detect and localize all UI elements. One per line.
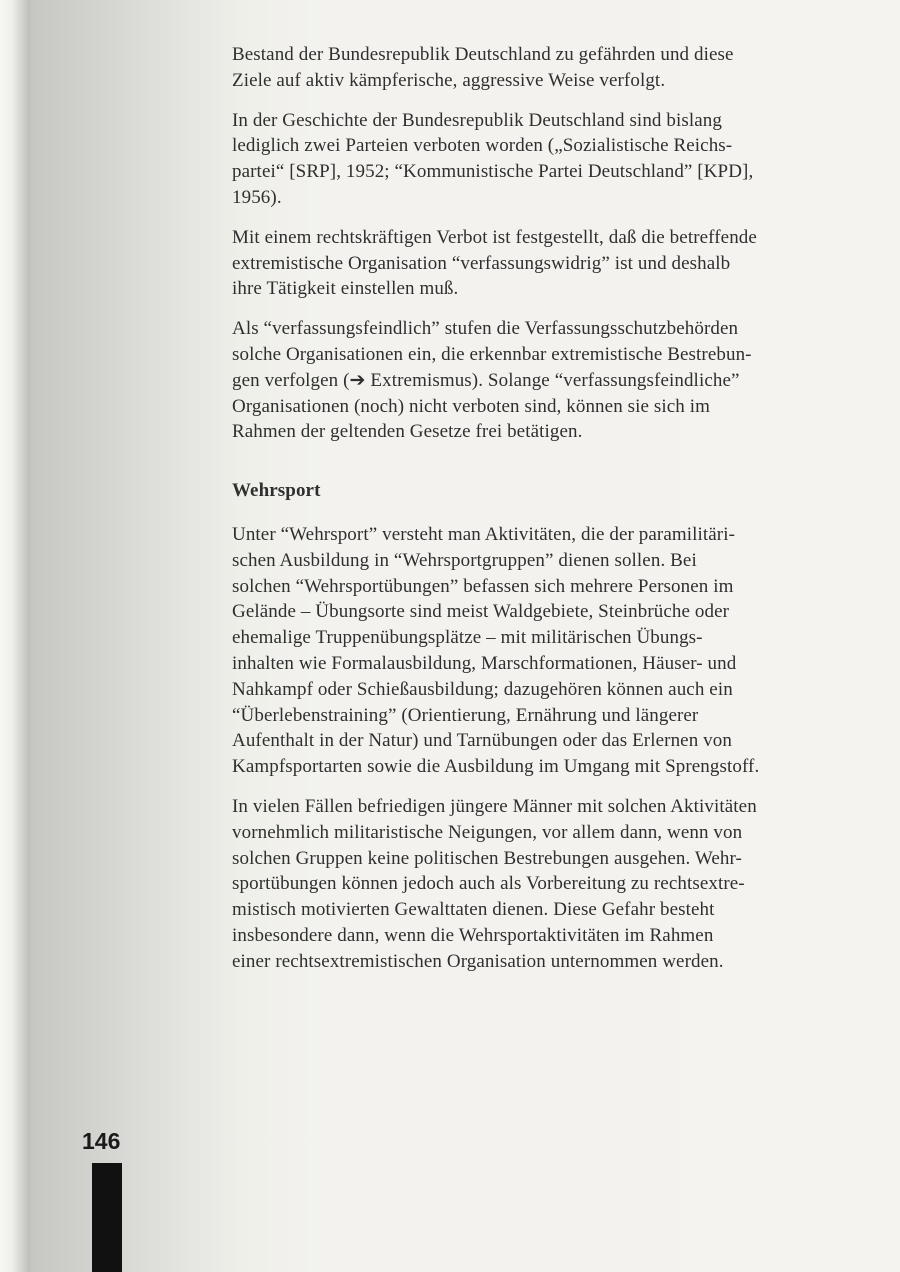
paragraph-intro-4: Als “verfassungsfeindlich” stufen die Verfassungsschutzbehörden solche Organisationen ein, die erkennbar extremistische Bestrebun- gen verfolgen (➔ Extremismus). Solange “verfassungsfeindliche” Organisationen (noch) nicht verboten sind, können sie sich im Rahmen der geltenden Gesetze frei betätigen. (232, 318, 752, 443)
page-edge-shadow (0, 0, 30, 1272)
thumb-index-bar (92, 1163, 122, 1272)
paragraph-section-2: In vielen Fällen befriedigen jüngere Männer mit solchen Aktivitäten vornehmlich militaristische Neigungen, vor allem dann, wenn von solchen Gruppen keine politischen Bestrebungen ausgehen. Wehr- sportübungen können jedoch auch als Vorbereitung zu rechtsextre- mistisch motivierten Gewalttaten dienen. Diese Gefahr besteht insbesondere dann, wenn die Wehrsportaktivitäten im Rahmen einer rechtsextremistischen Organisation unternommen werden. (232, 795, 757, 972)
paragraph-intro-2: In der Geschichte der Bundesrepublik Deutschland sind bislang lediglich zwei Parteien verboten worden („Sozialistische Reichs- partei“ [SRP], 1952; “Kommunistische Partei Deutschland” [KPD], 1956). (232, 109, 754, 208)
paragraph-intro-3: Mit einem rechtskräftigen Verbot ist festgestellt, daß die betreffende extremistische Organisation “verfassungswidrig” ist und deshalb ihre Tätigkeit einstellen muß. (232, 226, 757, 300)
section-heading: Wehrsport (232, 480, 321, 502)
paragraph-intro-1: Bestand der Bundesrepublik Deutschland zu gefährden und diese Ziele auf aktiv kämpferische, aggressive Weise verfolgt. (232, 44, 734, 91)
body-text (232, 42, 832, 989)
page-number: 146 (82, 1128, 121, 1154)
paragraph-section-1: Unter “Wehrsport” versteht man Aktivitäten, die der paramilitäri- schen Ausbildung in “Wehrsportgruppen” dienen sollen. Bei solchen “Wehrsportübungen” befassen sich mehrere Personen im Gelände – Übungsorte sind meist Waldgebiete, Steinbrüche oder ehemalige Truppenübungsplätze – mit militärischen Übungs- inhalten wie Formalausbildung, Marschformationen, Häuser- und Nahkampf oder Schießausbildung; dazugehören können auch ein “Überlebenstraining” (Orientierung, Ernährung und längerer Aufenthalt in der Natur) und Tarnübungen oder das Erlernen von Kampfsportarten sowie die Ausbildung im Umgang mit Sprengstoff. (232, 523, 760, 778)
